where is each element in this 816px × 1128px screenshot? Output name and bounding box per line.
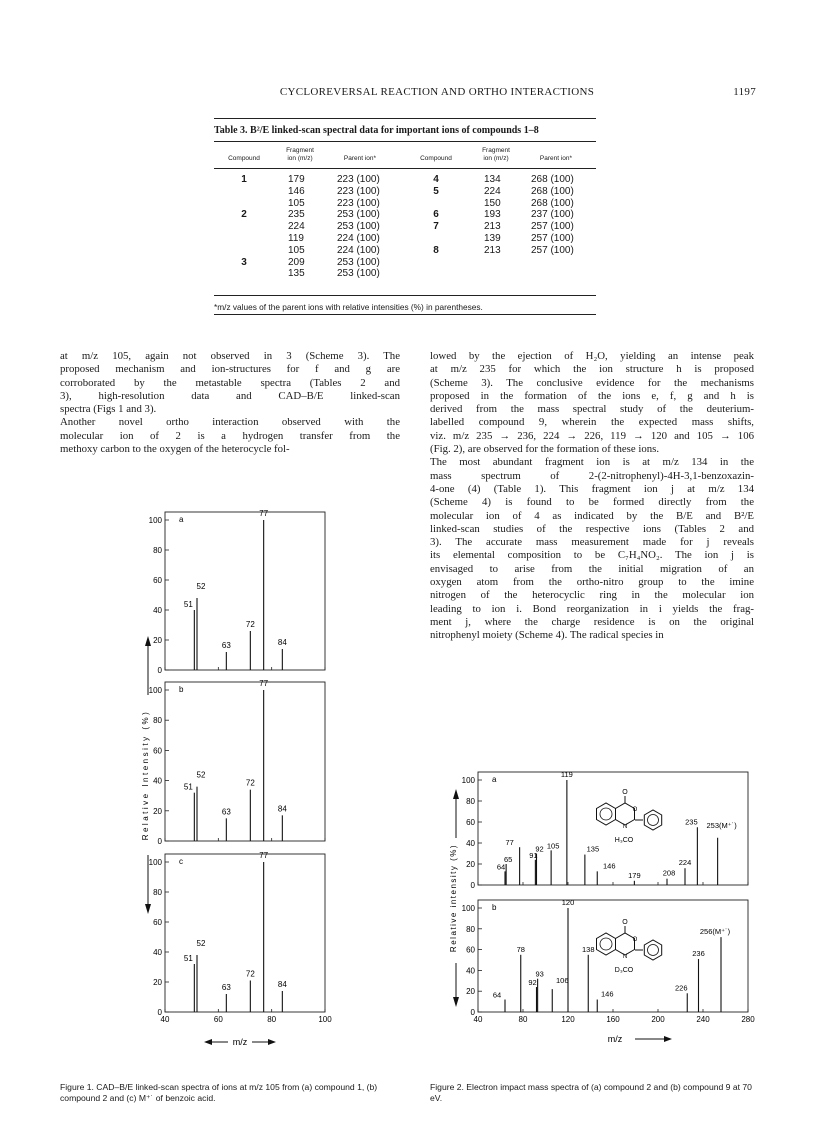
y-tick-label: 40 [466, 966, 475, 976]
table-cell-parent: 253 (100) [337, 221, 380, 233]
peak-label: 208 [662, 868, 676, 878]
y-tick-label: 40 [466, 839, 475, 848]
ring-nitrogen: N [622, 954, 628, 960]
y-tick-label: 100 [148, 686, 162, 695]
x-tick-label: 100 [318, 1015, 332, 1024]
peak-label: 236 [692, 948, 705, 958]
peak-label: 92 [535, 844, 544, 854]
benzoxazinone-structure [597, 789, 662, 844]
peak-label: 106 [555, 976, 569, 986]
table-caption-rule [214, 141, 596, 142]
table-cell-compound: 1 [241, 174, 247, 185]
text-line: molecular ion of 4 as indicated by the B/E and B²/E [430, 509, 754, 522]
table-cell-fragment: 105 [288, 244, 305, 256]
table-cell-parent: 268 (100) [531, 185, 574, 197]
table-cell-parent: 224 (100) [337, 233, 380, 244]
peak-label: 253(M⁺˙) [706, 820, 737, 830]
table-header-rule [214, 168, 596, 169]
y-tick-label: 80 [153, 716, 162, 726]
text-line: spectra (Figs 1 and 3). [60, 403, 157, 416]
table-cell-parent: 268 (100) [531, 174, 574, 185]
text-line: 4-one (4) (Table 1). This fragment ion j at m/z 134 [430, 482, 754, 495]
text-line: nitrogen of the heterocyclic ring in the molecular ion [430, 589, 754, 602]
x-axis-arrowhead-right [664, 1036, 672, 1042]
peak-label: 179 [628, 870, 641, 880]
y-axis-label: Relative intensity (%) [449, 843, 458, 953]
peak-label: 63 [221, 641, 231, 650]
x-tick-label: 40 [473, 1015, 483, 1024]
peak-label: 51 [183, 954, 193, 963]
text-line: corroborated by the metastable spectra (Tables 2 and [60, 376, 400, 389]
x-tick-label: 80 [267, 1015, 277, 1024]
ring-oxygen: O [632, 807, 638, 813]
table-caption: Table 3. B²/E linked-scan spectral data for important ions of compounds 1–8 [214, 125, 539, 136]
peak-label: 63 [221, 807, 231, 817]
y-tick-label: 100 [148, 516, 162, 525]
col-parent-right: Parent ion* [539, 155, 573, 162]
y-tick-label: 20 [153, 636, 162, 645]
peak-label: 105 [546, 841, 560, 851]
table-cell-parent: 224 (100) [337, 244, 380, 256]
y-axis-arrowhead-up [145, 636, 151, 646]
peak-label: 64 [492, 990, 502, 1000]
peak-label: 84 [277, 980, 287, 989]
peak-label: 51 [183, 600, 193, 609]
running-title: CYCLOREVERSAL REACTION AND ORTHO INTERACTIONS [279, 86, 595, 98]
table-cell-compound: 4 [433, 174, 439, 185]
y-tick-label: 0 [470, 881, 475, 890]
text-line: nitrophenyl moiety (Scheme 4). The radical species in [430, 629, 664, 642]
x-tick-label: 280 [741, 1015, 755, 1024]
text-line: its elemental composition to be C₇H₄NO₂. The ion j is [430, 549, 754, 562]
text-line: at m/z 235 for which the ion structure h is proposed [430, 363, 754, 376]
peak-label: 72 [245, 620, 255, 629]
table-cell-fragment: 209 [288, 256, 305, 268]
y-tick-label: 100 [461, 776, 475, 785]
y-tick-label: 80 [466, 924, 475, 934]
aromatic-circle [648, 945, 659, 956]
col-fragment-left-l2: ion (m/z) [287, 155, 313, 162]
x-axis-arrowhead-left [204, 1039, 212, 1045]
heterocycle-ring [616, 933, 635, 955]
y-tick-label: 60 [466, 818, 475, 827]
peak-label: 84 [277, 638, 287, 647]
table-cell-compound: 3 [241, 256, 247, 268]
y-tick-label: 40 [153, 948, 162, 957]
table-footnote: *m/z values of the parent ions with relative intensities (%) in parentheses. [214, 302, 483, 312]
peak-label: 72 [245, 969, 255, 979]
x-axis-label: m/z [232, 1037, 248, 1047]
table-cell-compound: 7 [433, 221, 439, 233]
table-cell-fragment: 235 [288, 209, 305, 221]
table-cell-parent: 223 (100) [337, 197, 380, 209]
peak-label: 77 [259, 851, 269, 860]
table-cell-fragment: 150 [484, 197, 501, 209]
table-cell-fragment: 146 [288, 185, 305, 197]
methoxy-label: D₃CO [614, 967, 634, 974]
text-line: derived from the mass spectral study of the deuterium- [430, 403, 754, 416]
table-cell-parent: 257 (100) [531, 244, 574, 256]
y-tick-label: 20 [466, 987, 475, 997]
y-tick-label: 80 [153, 888, 162, 897]
y-tick-label: 40 [153, 606, 162, 615]
methoxy-label: H₃CO [614, 837, 634, 844]
y-tick-label: 80 [466, 797, 475, 806]
text-line: oxygen atom from the ortho-nitro group to the imine [430, 576, 754, 589]
peak-label: 93 [535, 969, 544, 979]
text-line: envisaged to arise from the initial migration of an [430, 562, 754, 575]
phenyl-ring [644, 810, 661, 830]
figure2-caption: Figure 2. Electron impact mass spectra of (a) compound 2 and (b) compound 9 at 70 eV. [430, 1082, 752, 1103]
text-line: (Fig. 2), are observed for the formation of these ions. [430, 443, 660, 456]
text-line: molecular ion of 2 is a hydrogen transfer from the [60, 429, 400, 442]
table-cell-fragment: 213 [484, 244, 501, 256]
col-fragment-right-l2: ion (m/z) [483, 155, 509, 162]
table-bottom-rule [214, 295, 596, 296]
table-footnote-rule [214, 314, 596, 315]
text-line: Another novel ortho interaction observed with the [60, 416, 400, 429]
col-fragment-left-l1: Fragment [286, 147, 314, 154]
text-line: (Scheme 3). The conclusive evidence for the mechanisms [430, 376, 754, 389]
figure1-chart [120, 500, 360, 1055]
peak-label: 135 [586, 844, 600, 854]
text-line: at m/z 105, again not observed in 3 (Scheme 3). The [60, 350, 400, 362]
peak-label: 52 [196, 582, 206, 591]
peak-label: 63 [221, 983, 231, 992]
peak-label: 119 [560, 770, 573, 779]
phenyl-ring [644, 940, 661, 960]
page-number: 1197 [733, 86, 756, 98]
peak-label: 224 [678, 858, 692, 868]
table-cell-fragment: 224 [484, 185, 501, 197]
carbonyl-oxygen: O [622, 789, 628, 796]
table-cell-fragment: 193 [484, 209, 501, 221]
benzene-ring [597, 933, 616, 955]
text-line: linked-scan studies of the respective ions (Tables 2 and [430, 522, 754, 535]
peak-label: 65 [503, 855, 513, 864]
panel-letter: b [492, 903, 497, 912]
y-tick-label: 60 [466, 945, 475, 955]
table-cell-compound: 5 [433, 185, 439, 197]
text-line: ment j, where the charge residence is on the original [430, 615, 754, 628]
table-cell-compound: 8 [433, 244, 439, 256]
table-cell-parent: 223 (100) [337, 185, 380, 197]
benzene-ring [597, 803, 616, 825]
benzoxazinone-structure [597, 919, 662, 974]
panel-letter: a [179, 515, 184, 524]
peak-label: 146 [600, 989, 614, 999]
y-tick-label: 60 [153, 576, 162, 585]
text-line: The most abundant fragment ion is at m/z 134 in the [430, 456, 754, 469]
col-parent-left: Parent ion* [343, 155, 377, 162]
x-tick-label: 60 [213, 1015, 223, 1024]
table-cell-compound: 6 [433, 209, 439, 221]
table-cell-fragment: 105 [288, 197, 305, 209]
x-tick-label: 200 [651, 1015, 665, 1024]
peak-label: 72 [245, 778, 255, 788]
panel-frame [165, 682, 325, 841]
text-line: lowed by the ejection of H₂O, yielding an intense peak [430, 350, 754, 362]
text-line: mass spectrum of 2-(2-nitrophenyl)-4H-3,1-benzoxazin- [430, 469, 754, 482]
y-tick-label: 100 [461, 904, 475, 913]
panel-letter: c [179, 857, 183, 866]
peak-label: 91 [529, 850, 538, 860]
figure2-chart [430, 758, 760, 1058]
y-tick-label: 0 [157, 666, 162, 675]
y-tick-label: 100 [148, 858, 162, 867]
x-tick-label: 120 [561, 1015, 575, 1024]
table-cell-parent: 268 (100) [531, 197, 574, 209]
left-text-column [60, 350, 400, 456]
peak-label: 146 [602, 861, 616, 871]
x-axis-label: m/z [607, 1034, 623, 1044]
right-text-column [430, 350, 754, 643]
aromatic-circle [648, 815, 659, 826]
table-cell-parent: 253 (100) [337, 256, 380, 268]
y-tick-label: 0 [470, 1008, 475, 1017]
peak-label: 84 [277, 804, 287, 814]
peak-label: 78 [516, 944, 525, 954]
table-cell-compound: 2 [241, 209, 247, 221]
aromatic-circle [600, 938, 612, 950]
x-tick-label: 160 [606, 1015, 620, 1024]
x-tick-label: 40 [160, 1015, 170, 1024]
peak-label: 52 [196, 770, 206, 780]
panel-frame [165, 512, 325, 670]
text-line: methoxy carbon to the oxygen of the heterocycle fol- [60, 443, 290, 456]
y-tick-label: 60 [153, 746, 162, 756]
y-axis-label: Relative Intensity (%) [141, 709, 150, 841]
y-tick-label: 0 [157, 837, 162, 846]
peak-label: 52 [196, 939, 206, 948]
table-cell-parent: 237 (100) [531, 209, 574, 221]
peak-label: 120 [561, 898, 575, 907]
text-line: proposed mechanism and ion-structures for f and g are [60, 363, 400, 376]
peak-label: 92 [528, 978, 537, 988]
panel-letter: b [179, 685, 184, 694]
y-tick-label: 60 [153, 918, 162, 927]
text-line: 3). The accurate mass measurement made for j reveals [430, 536, 754, 549]
col-compound-left: Compound [228, 155, 260, 162]
running-header [118, 86, 756, 104]
table-cell-parent: 257 (100) [531, 221, 574, 233]
y-tick-label: 20 [466, 860, 475, 869]
panel-frame [165, 854, 325, 1012]
text-line: leading to ion i. Bond reorganization in i yields the frag- [430, 602, 754, 615]
peak-label: 77 [259, 679, 269, 688]
y-axis-arrowhead-down [453, 997, 459, 1007]
col-fragment-right-l1: Fragment [482, 147, 510, 154]
table-cell-parent: 253 (100) [337, 268, 380, 280]
ring-nitrogen: N [622, 824, 628, 830]
x-tick-label: 240 [696, 1015, 710, 1024]
peak-label: 256(M⁺˙) [699, 927, 731, 937]
peak-label: 226 [674, 983, 688, 993]
peak-label: 138 [581, 944, 595, 954]
peak-label: 77 [259, 509, 269, 518]
text-line: labelled compound 9, wherein the expected mass shifts, [430, 416, 754, 429]
heterocycle-ring [616, 803, 635, 825]
table-cell-parent: 257 (100) [531, 233, 574, 244]
carbonyl-oxygen: O [622, 919, 628, 926]
text-line: viz. m/z 235 → 236, 224 → 226, 119 → 120 and 105 → 106 [430, 429, 754, 442]
peak-label: 77 [505, 838, 514, 848]
x-tick-label: 80 [518, 1015, 528, 1024]
table-cell-fragment: 119 [288, 233, 304, 244]
y-tick-label: 0 [157, 1008, 162, 1017]
table-cell-fragment: 139 [484, 233, 501, 244]
text-line: (Scheme 4) is found to be formed directly from the [430, 496, 754, 509]
table-cell-fragment: 213 [484, 221, 501, 233]
table-cell-fragment: 135 [288, 268, 305, 280]
x-axis-arrowhead-right [268, 1039, 276, 1045]
y-tick-label: 40 [153, 776, 162, 786]
peak-label: 64 [496, 862, 506, 872]
aromatic-circle [600, 808, 612, 820]
panel-letter: a [492, 775, 497, 784]
table-cell-parent: 223 (100) [337, 174, 380, 185]
y-axis-arrowhead-down [145, 904, 151, 914]
y-tick-label: 20 [153, 978, 162, 987]
table-cell-parent: 253 (100) [337, 209, 380, 221]
text-line: proposed in the formation of the ions e, f, g and h is [430, 389, 754, 402]
col-compound-right: Compound [420, 155, 452, 162]
figure1-caption: Figure 1. CAD–B/E linked-scan spectra of ions at m/z 105 from (a) compound 1, (b) compound 2 and (c) M⁺˙ of benzoic acid. [60, 1082, 378, 1103]
table-cell-fragment: 224 [288, 221, 305, 233]
table-cell-fragment: 179 [288, 174, 305, 185]
peak-label: 51 [183, 782, 193, 792]
table-cell-fragment: 134 [484, 174, 501, 185]
table-top-rule [214, 118, 596, 119]
y-tick-label: 80 [153, 546, 162, 555]
ring-oxygen: O [632, 937, 638, 943]
text-line: 3), high-resolution data and CAD–B/E linked-scan [60, 389, 400, 402]
y-tick-label: 20 [153, 806, 162, 816]
y-axis-arrowhead-up [453, 789, 459, 799]
peak-label: 235 [685, 817, 698, 827]
